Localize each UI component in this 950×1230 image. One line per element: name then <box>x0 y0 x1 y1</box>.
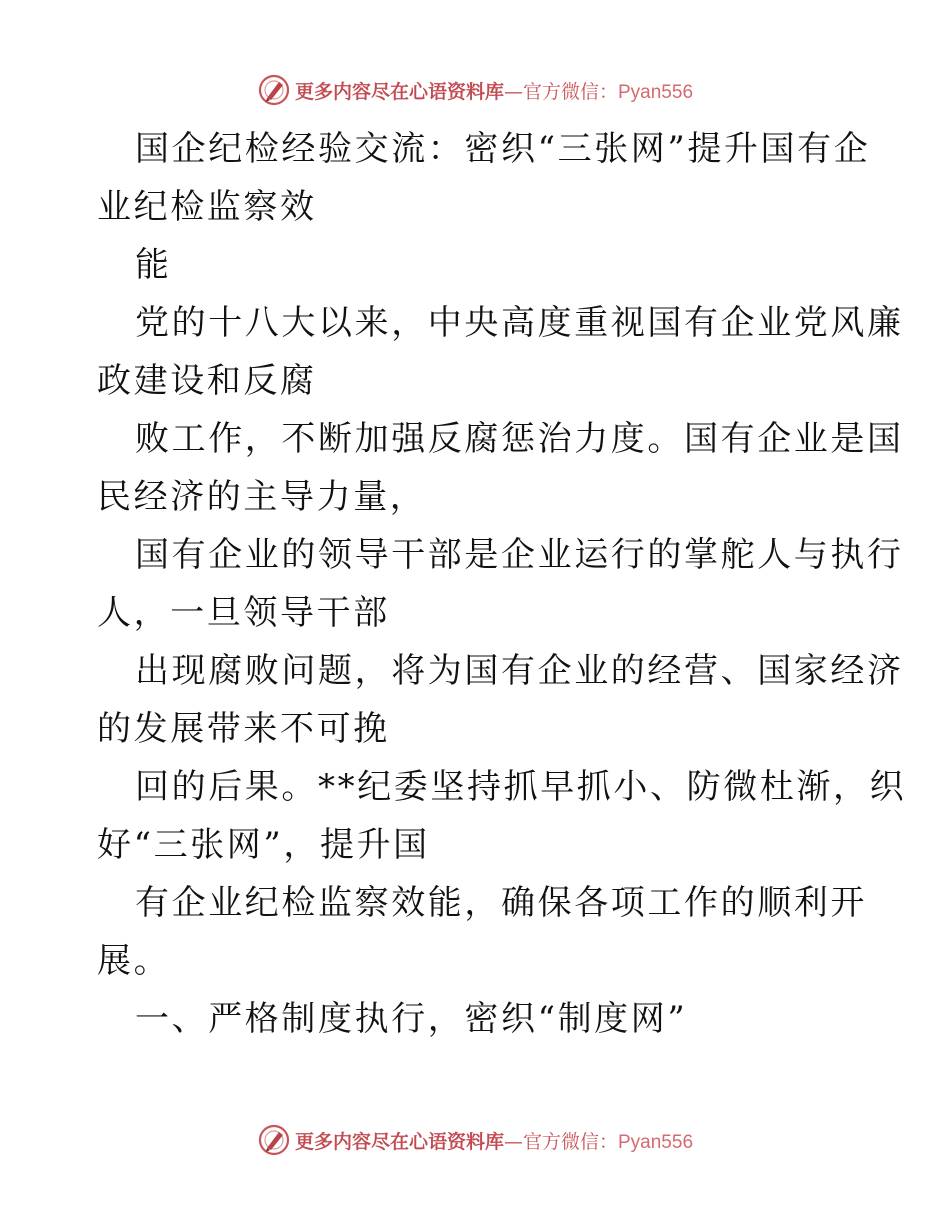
banner-separator: — <box>503 80 523 103</box>
section-heading: 一、严格制度执行，密织“制度网” <box>135 999 688 1039</box>
banner-text <box>295 1127 693 1154</box>
pen-nib-logo-icon <box>257 73 291 107</box>
paragraph-line: 人，一旦领导干部 <box>97 593 390 633</box>
title-line-1: 国企纪检经验交流：密织“三张网”提升国有企 <box>135 129 871 169</box>
paragraph-line: 党的十八大以来，中央高度重视国有企业党风廉 <box>135 303 904 343</box>
banner-site-name: 更多内容尽在心语资料库 <box>294 80 504 103</box>
paragraph-line: 政建设和反腐 <box>97 361 317 401</box>
header-banner <box>0 70 950 110</box>
paragraph-line: 有企业纪检监察效能，确保各项工作的顺利开 <box>135 883 867 923</box>
pen-nib-logo-icon <box>257 1123 291 1157</box>
title-line-2: 业纪检监察效 <box>97 187 317 227</box>
paragraph-line: 的发展带来不可挽 <box>97 709 390 749</box>
banner-wechat-id: Pyan556 <box>618 1131 694 1153</box>
banner-wechat-id: Pyan556 <box>618 81 694 103</box>
title-line-3: 能 <box>135 245 172 285</box>
paragraph-line: 好“三张网”，提升国 <box>97 825 430 865</box>
banner-separator: — <box>503 1130 523 1153</box>
banner-wechat-label: 官方微信： <box>522 1130 618 1153</box>
footer-banner <box>0 1120 950 1160</box>
banner-wechat-label: 官方微信： <box>522 80 618 103</box>
paragraph-line: 回的后果。**纪委坚持抓早抓小、防微杜渐，织 <box>135 767 907 807</box>
paragraph-line: 民经济的主导力量， <box>97 477 427 517</box>
paragraph-line: 展。 <box>97 941 171 981</box>
banner-text <box>295 77 693 104</box>
paragraph-line: 国有企业的领导干部是企业运行的掌舵人与执行 <box>135 535 904 575</box>
banner-site-name: 更多内容尽在心语资料库 <box>294 1130 504 1153</box>
document-body <box>97 120 907 1048</box>
paragraph-line: 败工作，不断加强反腐惩治力度。国有企业是国 <box>135 419 904 459</box>
paragraph-line: 出现腐败问题，将为国有企业的经营、国家经济 <box>135 651 904 691</box>
